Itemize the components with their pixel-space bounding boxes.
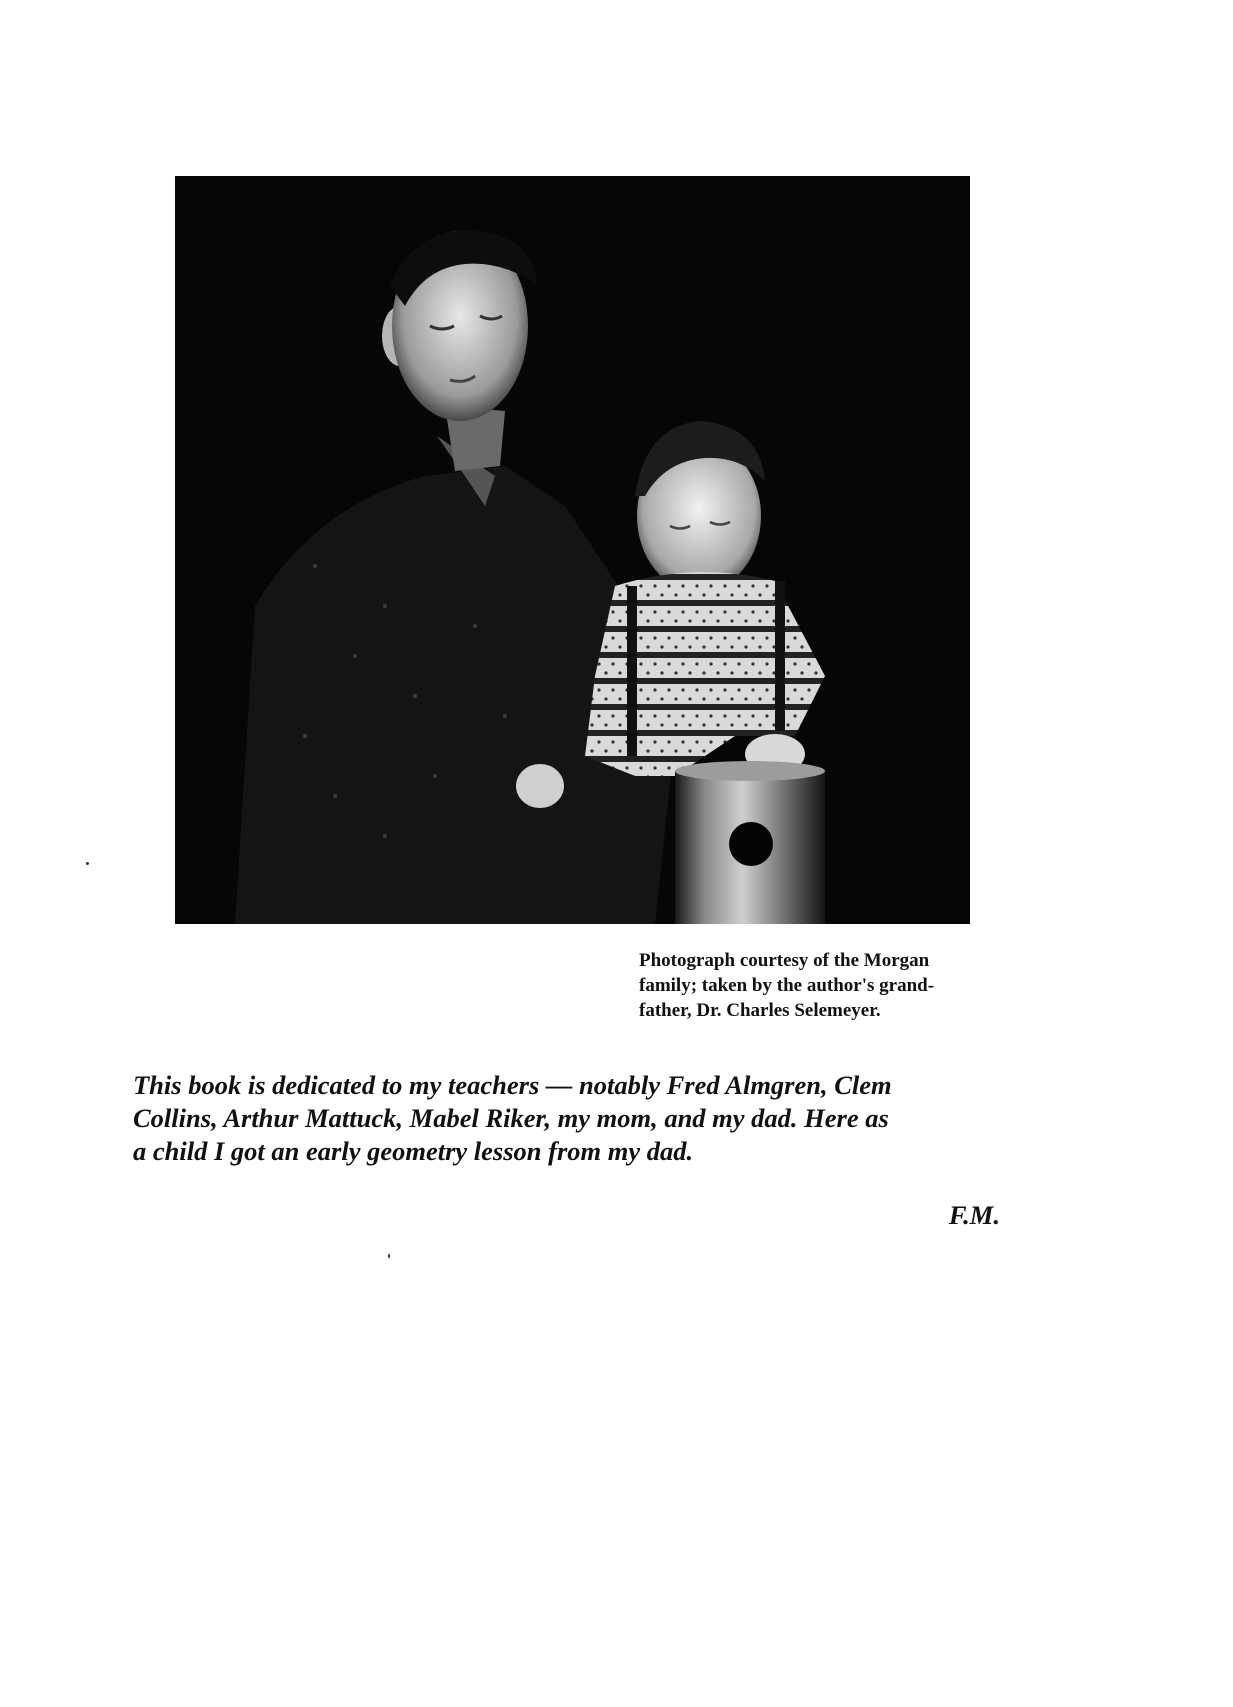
scan-speck	[86, 862, 89, 865]
caption-line: father, Dr. Charles Selemeyer.	[639, 1000, 881, 1021]
dedication-photograph	[175, 176, 970, 924]
author-initials: F.M.	[948, 1200, 1000, 1230]
caption-line: Photograph courtesy of the Morgan	[639, 950, 930, 971]
scan-speck	[388, 1254, 390, 1258]
dedication-line: a child I got an early geometry lesson from my dad.	[133, 1136, 694, 1166]
caption-line: family; taken by the author's grand-	[639, 975, 935, 996]
dedication-line: Collins, Arthur Mattuck, Mabel Riker, my mom, and my dad. Here as	[133, 1103, 889, 1133]
dedication-text	[133, 1069, 1013, 1168]
dedication-line: This book is dedicated to my teachers — notably Fred Almgren, Clem	[133, 1070, 892, 1100]
photo-illustration	[175, 176, 970, 924]
photo-caption	[639, 948, 1009, 1023]
